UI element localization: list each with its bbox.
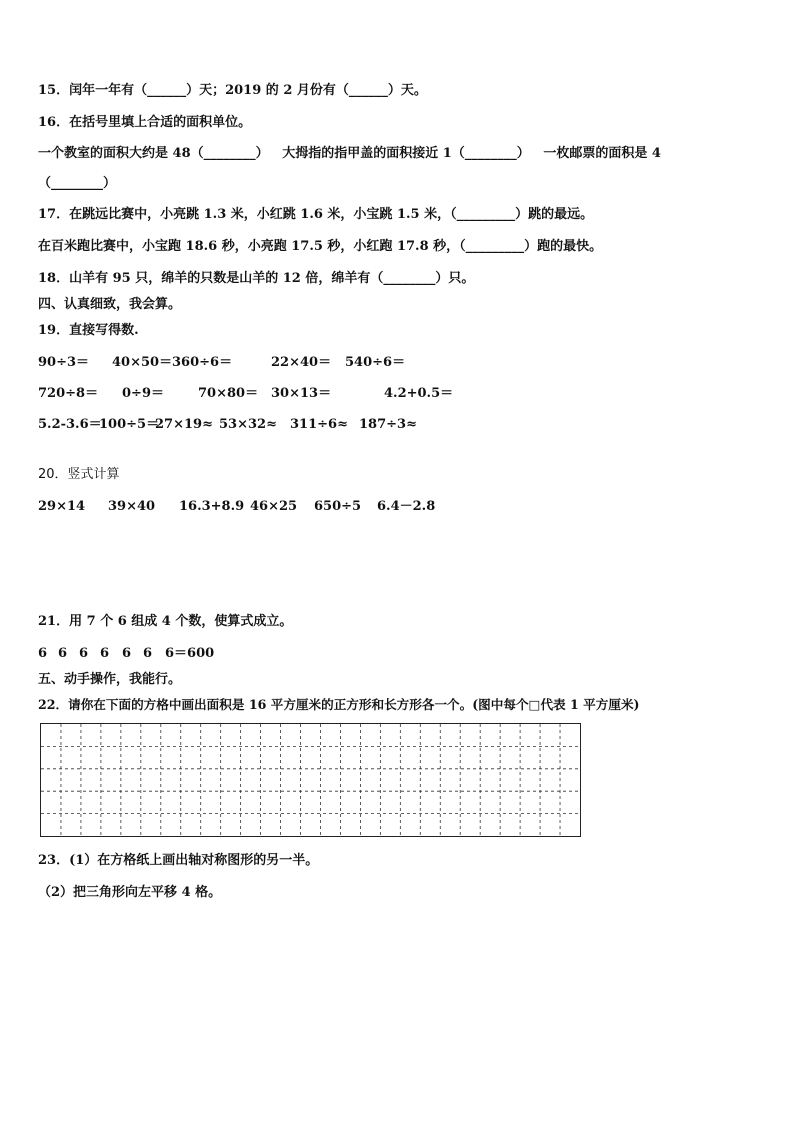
question-16-prompt: 16．在括号里填上合适的面积单位。: [38, 115, 252, 130]
question-17-line-2: 在百米跑比赛中，小宝跑 18.6 秒，小亮跑 17.5 秒，小红跑 17.8 秒，（_________）跑的最快。: [38, 239, 603, 254]
calc-item: 100÷5＝: [99, 417, 160, 432]
calc-row-2: [38, 386, 738, 402]
calc-item: 22×40＝: [271, 355, 332, 370]
question-22-prompt: 22．请你在下面的方格中画出面积是 16 平方厘米的正方形和长方形各一个。(图中每个□代表 1 平方厘米): [38, 697, 640, 712]
vertical-calc-item: 650÷5: [314, 499, 362, 514]
calc-item: 0÷9＝: [122, 386, 164, 401]
digit-six: 6: [143, 646, 153, 661]
calc-item: 4.2+0.5＝: [384, 386, 454, 401]
calc-item: 70×80＝: [198, 386, 259, 401]
calc-item: 5.2-3.6＝: [38, 417, 102, 432]
calc-item: 40×50＝: [112, 355, 173, 370]
calc-row-1: [38, 355, 738, 371]
section-4-heading: 四、认真细致，我会算。: [38, 297, 182, 312]
question-15: 15．闰年一年有（______）天；2019 的 2 月份有（______）天。: [38, 83, 427, 98]
vertical-calc-item: 6.4－2.8: [377, 499, 436, 514]
question-17-line-1: 17．在跳远比赛中，小亮跳 1.3 米，小红跳 1.6 米，小宝跳 1.5 米，（_________）跳的最远。: [38, 207, 594, 222]
grid-lines: [41, 724, 580, 836]
digit-six: 6: [58, 646, 68, 661]
digit-six: 6: [38, 646, 48, 661]
calc-row-3: [38, 417, 738, 433]
calc-item: 360÷6＝: [172, 355, 233, 370]
calc-item: 27×19≈: [155, 417, 213, 432]
calc-item: 187÷3≈: [359, 417, 417, 432]
digit-six: 6: [122, 646, 132, 661]
question-21-prompt: 21．用 7 个 6 组成 4 个数，使算式成立。: [38, 614, 293, 629]
calc-item: 90÷3＝: [38, 355, 90, 370]
question-16-line-1: 一个教室的面积大约是 48（________） 大拇指的指甲盖的面积接近 1（________） 一枚邮票的面积是 4: [38, 146, 661, 161]
question-23-part-2: （2）把三角形向左平移 4 格。: [38, 885, 222, 900]
question-19-prompt: 19．直接写得数.: [38, 323, 139, 338]
calc-item: 30×13＝: [271, 386, 332, 401]
question-23-part-1: 23．(1）在方格纸上画出轴对称图形的另一半。: [38, 853, 319, 868]
vertical-calc-item: 46×25: [250, 499, 298, 514]
question-20-prompt: 20．竖式计算: [38, 467, 120, 482]
digit-six: 6: [79, 646, 89, 661]
question-18: 18．山羊有 95 只，绵羊的只数是山羊的 12 倍，绵羊有（________）只。: [38, 271, 475, 286]
vertical-calc-item: 16.3+8.9: [179, 499, 245, 514]
equation-result: 6＝600: [165, 646, 215, 661]
square-grid[interactable]: [40, 723, 581, 837]
calc-item: 311÷6≈: [290, 417, 348, 432]
section-5-heading: 五、动手操作，我能行。: [38, 672, 182, 687]
vertical-calc-item: 39×40: [108, 499, 156, 514]
vertical-calc-item: 29×14: [38, 499, 86, 514]
calc-item: 53×32≈: [219, 417, 277, 432]
question-16-line-2: （________）: [38, 176, 117, 191]
digit-six: 6: [100, 646, 110, 661]
calc-item: 720÷8＝: [38, 386, 99, 401]
question-21-equation: [38, 646, 338, 662]
vertical-calc-row: [38, 499, 738, 515]
calc-item: 540÷6＝: [345, 355, 406, 370]
